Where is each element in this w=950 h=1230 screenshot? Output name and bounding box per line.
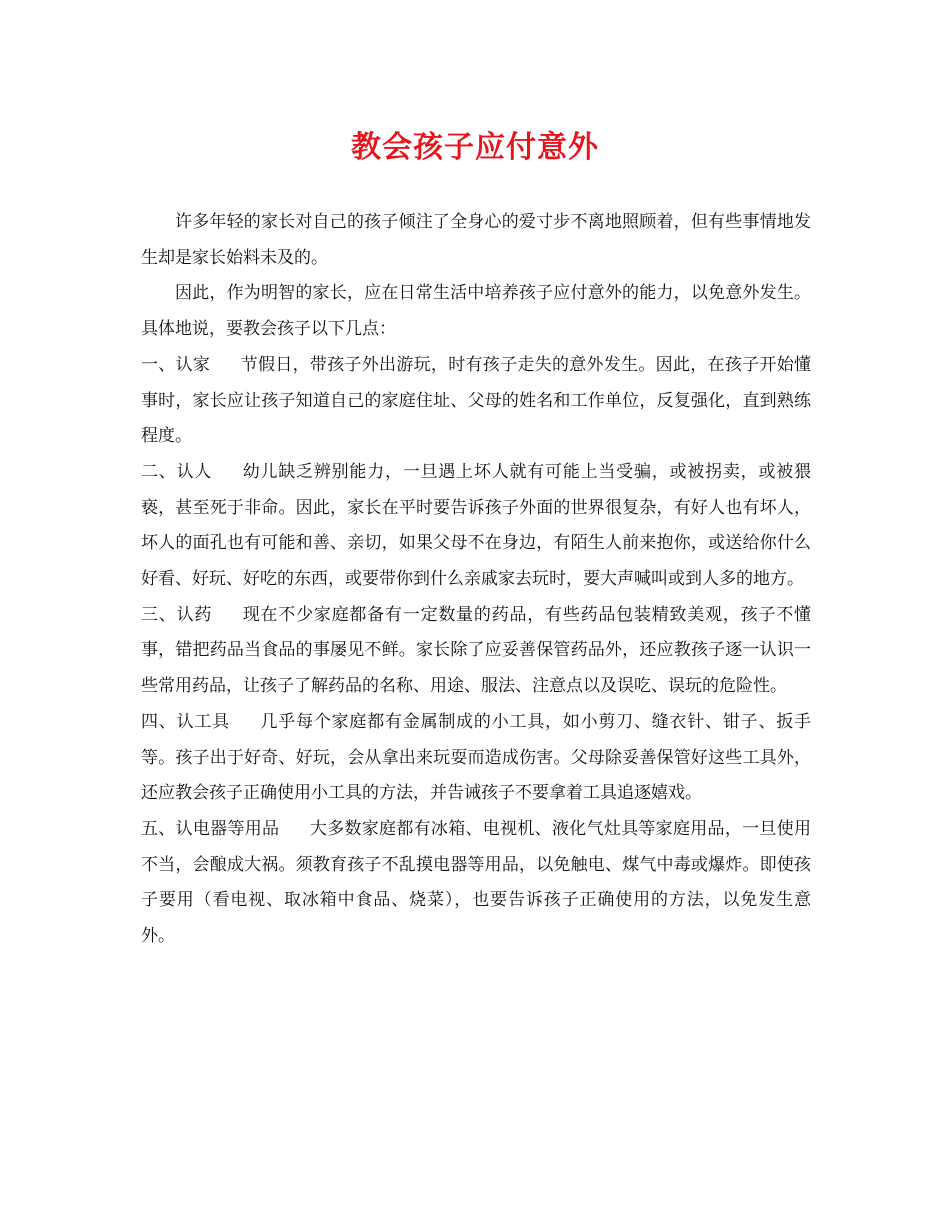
- point-text-5: 大多数家庭都有冰箱、电视机、液化气灶具等家庭用品，一旦使用不当，会酿成大祸。须教育孩子不乱摸电器等用品，以免触电、煤气中毒或爆炸。即使孩子要用（看电视、取冰箱中食品、烧菜），也要告诉孩子正确使用的方法，以免发生意外。: [141, 818, 811, 947]
- point-heading-3: 三、认药: [141, 604, 213, 625]
- point-heading-1: 一、认家: [141, 354, 211, 375]
- point-heading-4: 四、认工具: [141, 711, 230, 732]
- point-heading-2: 二、认人: [141, 461, 213, 482]
- point-text-4: 几乎每个家庭都有金属制成的小工具，如小剪刀、缝衣针、钳子、扳手等。孩子出于好奇、好玩，会从拿出来玩耍而造成伤害。父母除妥善保管好这些工具外，还应教会孩子正确使用小工具的方法，并告诫孩子不要拿着工具追逐嬉戏。: [141, 711, 812, 804]
- point-paragraph-2: [141, 455, 811, 598]
- intro-paragraph-2: 因此，作为明智的家长，应在日常生活中培养孩子应付意外的能力，以免意外发生。具体地说，要教会孩子以下几点：: [141, 283, 811, 340]
- point-paragraph-4: [141, 705, 811, 812]
- point-heading-5: 五、认电器等用品: [141, 818, 280, 839]
- point-text-1: 节假日，带孩子外出游玩，时有孩子走失的意外发生。因此，在孩子开始懂事时，家长应让孩子知道自己的家庭住址、父母的姓名和工作单位，反复强化，直到熟练程度。: [141, 354, 811, 447]
- point-text-2: 幼儿缺乏辨别能力，一旦遇上坏人就有可能上当受骗，或被拐卖，或被猥亵，甚至死于非命。因此，家长在平时要告诉孩子外面的世界很复杂，有好人也有坏人，坏人的面孔也有可能和善、亲切，如果父母不在身边，有陌生人前来抱你，或送给你什么好看、好玩、好吃的东西，或要带你到什么亲戚家去玩时，要大声喊叫或到人多的地方。: [141, 461, 812, 590]
- point-text-3: 现在不少家庭都备有一定数量的药品，有些药品包装精致美观，孩子不懂事，错把药品当食品的事屡见不鲜。家长除了应妥善保管药品外，还应教孩子逐一认识一些常用药品，让孩子了解药品的名称、用途、服法、注意点以及误吃、误玩的危险性。: [141, 604, 812, 697]
- document-title: 教会孩子应付意外: [351, 130, 599, 165]
- intro-paragraph-1: 许多年轻的家长对自己的孩子倾注了全身心的爱寸步不离地照顾着，但有些事情地发生却是家长始料未及的。: [141, 212, 811, 268]
- document-body: [141, 205, 811, 955]
- point-paragraph-3: [141, 598, 811, 705]
- point-paragraph-5: [141, 812, 811, 955]
- point-paragraph-1: [141, 348, 811, 455]
